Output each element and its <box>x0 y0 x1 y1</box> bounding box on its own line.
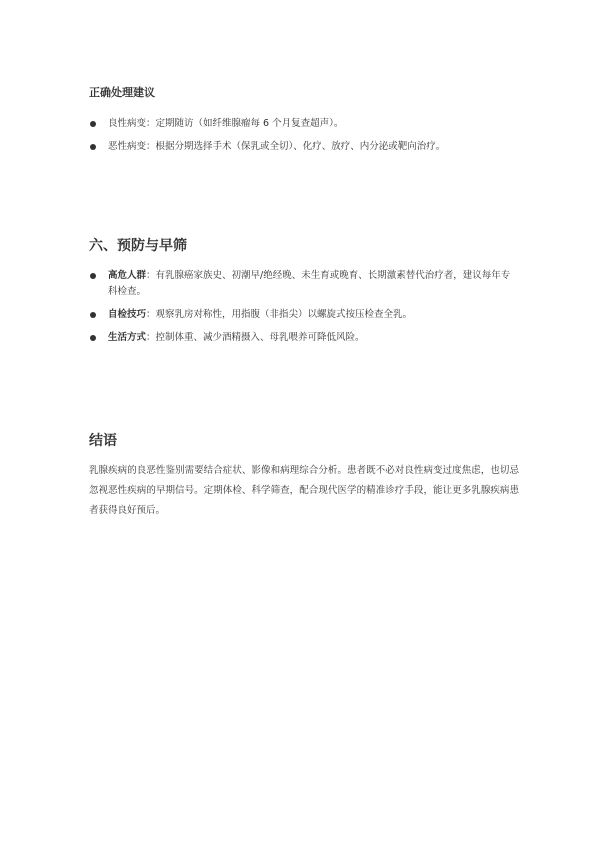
list-item-text: ：观察乳房对称性，用指腹（非指尖）以螺旋式按压检查全乳。 <box>146 309 413 320</box>
conclusion-heading: 结语 <box>89 433 117 449</box>
list-item-text: ：有乳腺癌家族史、初潮早/绝经晚、未生育或晚育、长期激素替代治疗者，建议每年专科检查。 <box>108 270 511 297</box>
list-item-label: 高危人群 <box>108 270 147 281</box>
list-item <box>89 330 519 346</box>
list-item-label: 生活方式 <box>108 332 147 343</box>
treatment-section <box>89 86 519 162</box>
list-item-text: 恶性病变：根据分期选择手术（保乳或全切）、化疗、放疗、内分泌或靶向治疗。 <box>108 141 446 152</box>
prevention-section <box>89 237 519 353</box>
list-item <box>89 139 519 155</box>
list-item-label: 自检技巧 <box>108 309 147 320</box>
bullet-icon <box>90 335 96 341</box>
prevention-heading: 六、预防与早筛 <box>89 238 187 254</box>
prevention-list <box>89 268 519 346</box>
list-item-text: 良性病变：定期随访（如纤维腺瘤每 6 个月复查超声）。 <box>108 118 344 129</box>
list-item <box>89 116 519 132</box>
bullet-icon <box>90 312 96 318</box>
bullet-icon <box>90 273 96 279</box>
list-item <box>89 307 519 323</box>
list-item <box>89 268 519 300</box>
bullet-icon <box>90 144 96 150</box>
conclusion-section <box>89 432 519 521</box>
bullet-icon <box>90 121 96 127</box>
treatment-heading: 正确处理建议 <box>89 86 155 99</box>
treatment-list <box>89 116 519 155</box>
list-item-text: ：控制体重、减少酒精摄入、母乳喂养可降低风险。 <box>146 332 365 343</box>
conclusion-paragraph: 乳腺疾病的良恶性鉴别需要结合症状、影像和病理综合分析。患者既不必对良性病变过度焦虑，也切忌忽视恶性疾病的早期信号。定期体检、科学筛查，配合现代医学的精准诊疗手段，能让更多乳腺疾病患者获得良好预后。 <box>89 465 519 516</box>
